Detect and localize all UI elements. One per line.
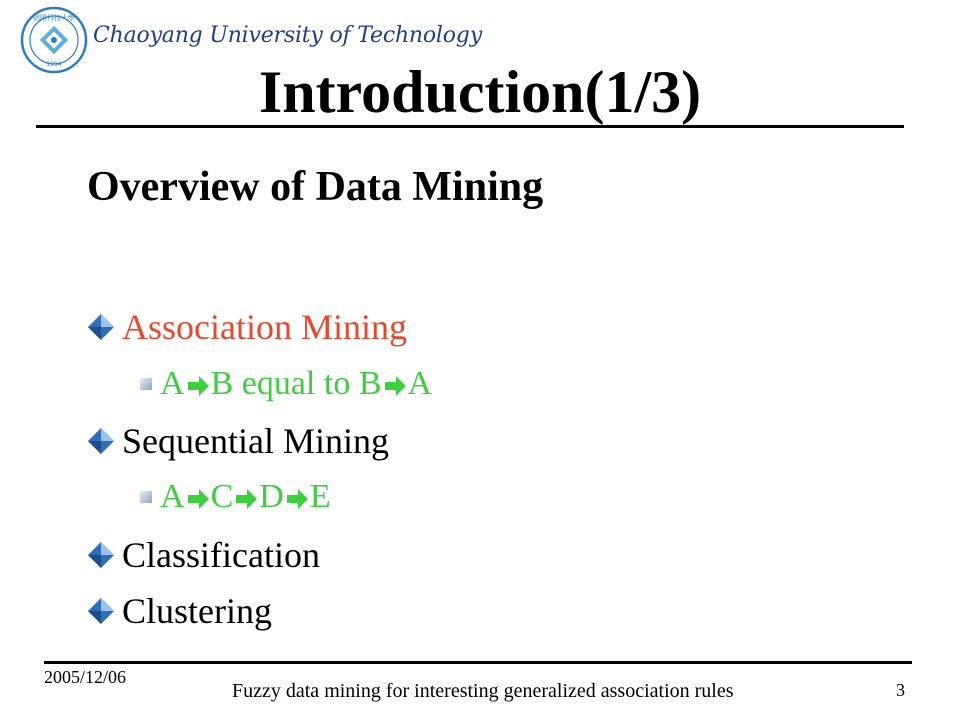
rule-part: A bbox=[160, 365, 185, 402]
diamond-bullet-icon bbox=[86, 596, 116, 626]
sequence-part: C bbox=[210, 478, 234, 515]
sequence-part: E bbox=[309, 478, 331, 515]
square-bullet-icon bbox=[140, 378, 152, 390]
bullet-label: Sequential Mining bbox=[122, 421, 389, 461]
sequence-part: D bbox=[259, 478, 284, 515]
diamond-bullet-icon bbox=[86, 312, 116, 342]
diamond-bullet-icon bbox=[86, 540, 116, 570]
footer-date: 2005/12/06 bbox=[44, 667, 127, 687]
right-arrow-icon bbox=[383, 373, 407, 399]
title-divider bbox=[36, 125, 904, 128]
right-arrow-icon bbox=[234, 486, 258, 512]
slide-title: Introduction(1/3) bbox=[258, 59, 702, 125]
university-name: Chaoyang University of Technology bbox=[93, 23, 482, 48]
bullet-item-classification bbox=[86, 534, 320, 576]
right-arrow-icon bbox=[186, 486, 210, 512]
bullet-item-clustering bbox=[86, 590, 272, 632]
seal-year: 1994 bbox=[46, 61, 62, 68]
rule-part: B equal to B bbox=[210, 365, 382, 402]
slide-subtitle: Overview of Data Mining bbox=[87, 164, 544, 210]
bullet-label: Association Mining bbox=[122, 307, 407, 347]
bullet-label: Classification bbox=[122, 535, 320, 575]
footer-title: Fuzzy data mining for interesting generalized association rules bbox=[232, 680, 734, 702]
page-number: 3 bbox=[896, 680, 905, 700]
right-arrow-icon bbox=[186, 373, 210, 399]
footer-divider bbox=[44, 661, 912, 664]
right-arrow-icon bbox=[285, 486, 309, 512]
bullet-item-sequential-mining bbox=[86, 420, 389, 462]
sequence-part: A bbox=[160, 478, 185, 515]
sub-bullet-association-example bbox=[140, 365, 432, 403]
seal-text: 朝陽科技大學 bbox=[33, 14, 75, 22]
sub-bullet-sequence-example bbox=[140, 478, 331, 516]
rule-part: A bbox=[407, 365, 433, 402]
bullet-item-association-mining bbox=[86, 306, 407, 348]
square-bullet-icon bbox=[140, 491, 152, 503]
diamond-bullet-icon bbox=[86, 426, 116, 456]
bullet-label: Clustering bbox=[122, 591, 272, 631]
